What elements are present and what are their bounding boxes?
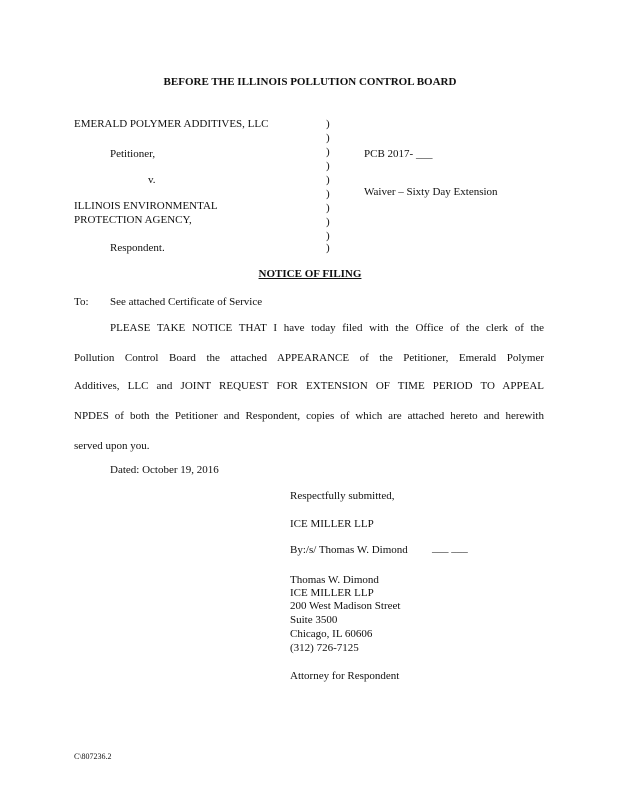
paragraph-line: PLEASE TAKE NOTICE THAT I have today filed with the Office of the clerk of the — [110, 322, 544, 334]
versus: v. — [148, 174, 156, 186]
signature-blank: ___ ___ — [432, 542, 468, 554]
paragraph-line: NPDES of both the Petitioner and Respondent, copies of which are attached hereto and herewith — [74, 410, 544, 422]
attorney-for: Attorney for Respondent — [290, 670, 400, 682]
firm-name: ICE MILLER LLP — [290, 518, 374, 530]
notice-heading: NOTICE OF FILING — [258, 268, 362, 280]
paren: ) — [326, 146, 330, 158]
document-id: C\807236.2 — [74, 752, 112, 761]
petitioner-role: Petitioner, — [110, 148, 156, 160]
signature-by-line: By:/s/ Thomas W. Dimond — [290, 544, 408, 556]
paragraph-line-last: served upon you. — [74, 440, 150, 452]
address-line: ICE MILLER LLP — [290, 587, 374, 599]
paren: ) — [326, 132, 330, 144]
paren: ) — [326, 230, 330, 242]
to-value: See attached Certificate of Service — [110, 296, 263, 308]
paren: ) — [326, 216, 330, 228]
paren: ) — [326, 160, 330, 172]
respondent-name-line2: PROTECTION AGENCY, — [74, 214, 192, 226]
address-line: Chicago, IL 60606 — [290, 628, 373, 640]
closing: Respectfully submitted, — [290, 490, 395, 502]
paragraph-line: Pollution Control Board the attached APPEARANCE of the Petitioner, Emerald Polymer — [74, 352, 544, 364]
address-line: Suite 3500 — [290, 614, 338, 626]
paragraph-line: Additives, LLC and JOINT REQUEST FOR EXTENSION OF TIME PERIOD TO APPEAL — [74, 380, 544, 392]
address-line: 200 West Madison Street — [290, 600, 401, 612]
case-number: PCB 2017- ___ — [364, 148, 433, 160]
paren: ) — [326, 118, 330, 130]
petitioner-name: EMERALD POLYMER ADDITIVES, LLC — [74, 118, 269, 130]
to-label: To: — [74, 296, 89, 308]
document-title: BEFORE THE ILLINOIS POLLUTION CONTROL BOARD — [163, 76, 457, 88]
address-line: Thomas W. Dimond — [290, 574, 379, 586]
paren: ) — [326, 188, 330, 200]
waiver-text: Waiver – Sixty Day Extension — [364, 186, 498, 198]
address-line: (312) 726-7125 — [290, 642, 359, 654]
respondent-name-line1: ILLINOIS ENVIRONMENTAL — [74, 200, 218, 212]
dated-line: Dated: October 19, 2016 — [110, 464, 219, 476]
paren: ) — [326, 202, 330, 214]
paren: ) — [326, 242, 330, 254]
paren: ) — [326, 174, 330, 186]
respondent-role: Respondent. — [110, 242, 165, 254]
